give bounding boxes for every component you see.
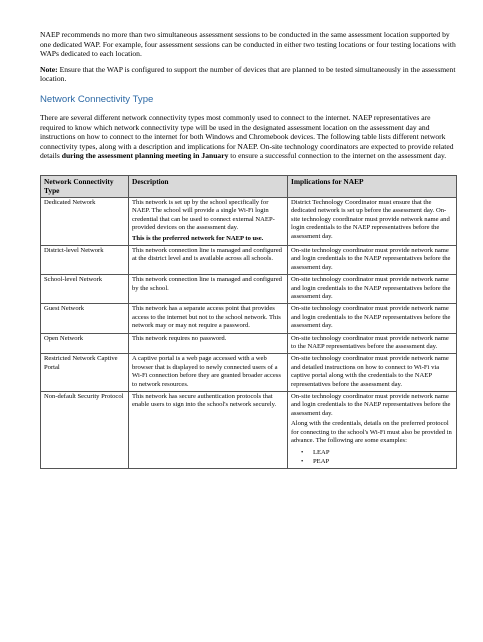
- cell-implications: On-site technology coordinator must provide network name and login credentials to the NAEP representatives before the assessment day.: [288, 245, 457, 274]
- table-row: [41, 354, 457, 392]
- cell-type: Guest Network: [41, 304, 129, 333]
- cell-type: Non-default Security Protocol: [41, 392, 129, 469]
- table-row: [41, 197, 457, 245]
- cell-type: Restricted Network Captive Portal: [41, 354, 129, 392]
- cell-type: School-level Network: [41, 275, 129, 304]
- list-item: [301, 448, 453, 457]
- cell-description: This network connection line is managed and configured by the school.: [129, 275, 288, 304]
- cell-description: This network has a separate access point that provides access to the internet but not to the school network. This network may or may not require a password.: [129, 304, 288, 333]
- cell-description: This network requires no password.: [129, 333, 288, 354]
- intro-paragraph: NAEP recommends no more than two simultaneous assessment sessions to be conducted in the same assessment location supported by one dedicated WAP. For example, four assessment sessions can be conducted in either two testing locations or four testing locations with WAPs dedicated to each location.: [40, 30, 456, 59]
- list-item-text: PEAP: [313, 457, 330, 465]
- cell-implications: On-site technology coordinator must provide network name and login credentials to the NAEP representatives before the assessment day.: [288, 275, 457, 304]
- section-heading: Network Connectivity Type: [40, 93, 154, 105]
- cell-type: Dedicated Network: [41, 197, 129, 245]
- protocol-list: [291, 448, 453, 467]
- cell-implications: On-site technology coordinator must provide network name and detailed instructions on how to connect to Wi-Fi via captive portal along with the credentials to the NAEP representatives before the assessment day.: [288, 354, 457, 392]
- table-header-row: [41, 175, 457, 197]
- cell-type: District-level Network: [41, 245, 129, 274]
- cell-type: Open Network: [41, 333, 129, 354]
- connectivity-table: [40, 175, 457, 469]
- bullet-icon: •: [301, 448, 304, 456]
- note-label: Note:: [40, 64, 58, 74]
- header-type: Network Connectivity Type: [41, 175, 129, 197]
- note-text: Ensure that the WAP is configured to support the number of devices that are planned to be tested simultaneously in the assessment location.: [40, 64, 456, 84]
- cell-description: This network connection line is managed and configured at the district level and is available across all schools.: [129, 245, 288, 274]
- cell-description: This network has secure authentication protocols that enable users to sign into the school's network securely.: [129, 392, 288, 469]
- header-implications: Implications for NAEP: [288, 175, 457, 197]
- section-paragraph-start: There are several different network connectivity types most commonly used to connect to the internet. NAEP representatives are required to know which network connectivity type will be used in the designated assessment location on the assessment day and instructions on how to connect to the internet for both Windows and Chromebook devices. The following table lists different network connectivity types, along with a description and implications for NAEP. On-site technology coordinators are expected to provide related details: [40, 112, 454, 161]
- cell-description-text: This network is set up by the school specifically for NAEP. The school will provide a single Wi-Fi login credential that can be used to connect external NAEP-provided devices on the assessment day.: [132, 198, 275, 232]
- cell-implications: On-site technology coordinator must provide network name to the NAEP representatives before the assessment day.: [288, 333, 457, 354]
- cell-description: A captive portal is a web page accessed with a web browser that is displayed to newly connected users of a Wi-Fi connection before they are granted broader access to network resources.: [129, 354, 288, 392]
- list-item-text: LEAP: [313, 448, 330, 456]
- list-item: [301, 457, 453, 466]
- cell-implications: On-site technology coordinator must provide network name and login credentials to the NAEP representatives before the assessment day.: [288, 304, 457, 333]
- table-row: [41, 245, 457, 274]
- table-row: [41, 333, 457, 354]
- cell-implications-extra: Along with the credentials, details on the preferred protocol for connecting to the school's Wi-Fi must also be provided in advance. The following are some examples:: [291, 420, 452, 445]
- cell-implications-text: On-site technology coordinator must provide network name and login credentials to the NAEP representatives before the assessment day.: [291, 393, 451, 417]
- table-row: [41, 392, 457, 469]
- table-row: [41, 304, 457, 333]
- cell-implications: [288, 392, 457, 469]
- header-description: Description: [129, 175, 288, 197]
- table-row: [41, 275, 457, 304]
- bullet-icon: •: [301, 457, 304, 465]
- cell-description-bold: This is the preferred network for NAEP to use.: [132, 234, 264, 242]
- section-paragraph: [40, 113, 457, 161]
- note-paragraph: [40, 65, 457, 84]
- cell-description: [129, 197, 288, 245]
- cell-implications: District Technology Coordinator must ensure that the dedicated network is set up before the assessment day. On-site technology coordinator must provide network name and login credentials to the NAEP representatives before the assessment day.: [288, 197, 457, 245]
- section-paragraph-bold: during the assessment planning meeting in January: [61, 151, 229, 161]
- section-paragraph-end: to ensure a successful connection to the internet on the assessment day.: [228, 151, 447, 161]
